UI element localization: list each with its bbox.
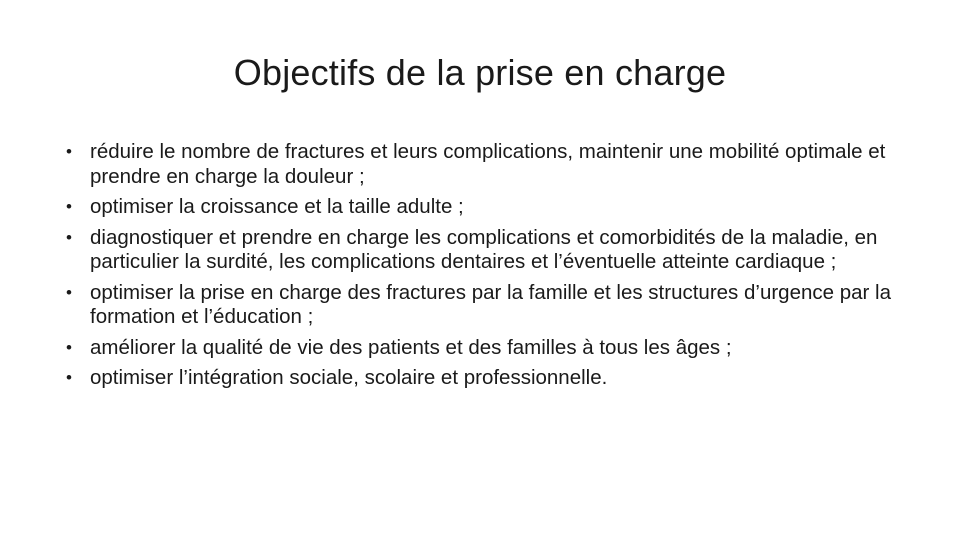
bullet-list — [66, 140, 906, 397]
bullet-icon: • — [66, 282, 72, 302]
bullet-item-3 — [66, 226, 906, 275]
bullet-icon: • — [66, 197, 72, 216]
bullet-text: optimiser la prise en charge des fractures par la famille et les structures d’urgence par la formation et l’éducation ; — [90, 280, 892, 328]
bullet-icon: • — [66, 142, 72, 161]
bullet-text: réduire le nombre de fractures et leurs complications, maintenir une mobilité optimale et prendre en charge la douleur ; — [90, 140, 886, 188]
slide-title: Objectifs de la prise en charge — [233, 52, 727, 93]
bullet-icon: • — [66, 227, 72, 247]
bullet-icon: • — [66, 337, 72, 357]
bullet-item-4 — [66, 281, 906, 330]
bullet-item-2 — [66, 195, 906, 220]
bullet-item-1 — [66, 140, 906, 189]
bullet-text: diagnostiquer et prendre en charge les complications et comorbidités de la maladie, en particulier la surdité, les complications dentaires et l’éventuelle atteinte cardiaque ; — [90, 225, 878, 273]
bullet-text: optimiser l’intégration sociale, scolaire et professionnelle. — [90, 366, 608, 389]
bullet-item-5 — [66, 336, 906, 361]
bullet-text: améliorer la qualité de vie des patients et des familles à tous les âges ; — [90, 335, 732, 359]
bullet-text: optimiser la croissance et la taille adulte ; — [90, 195, 464, 218]
bullet-item-6 — [66, 366, 906, 391]
bullet-icon: • — [66, 368, 72, 387]
